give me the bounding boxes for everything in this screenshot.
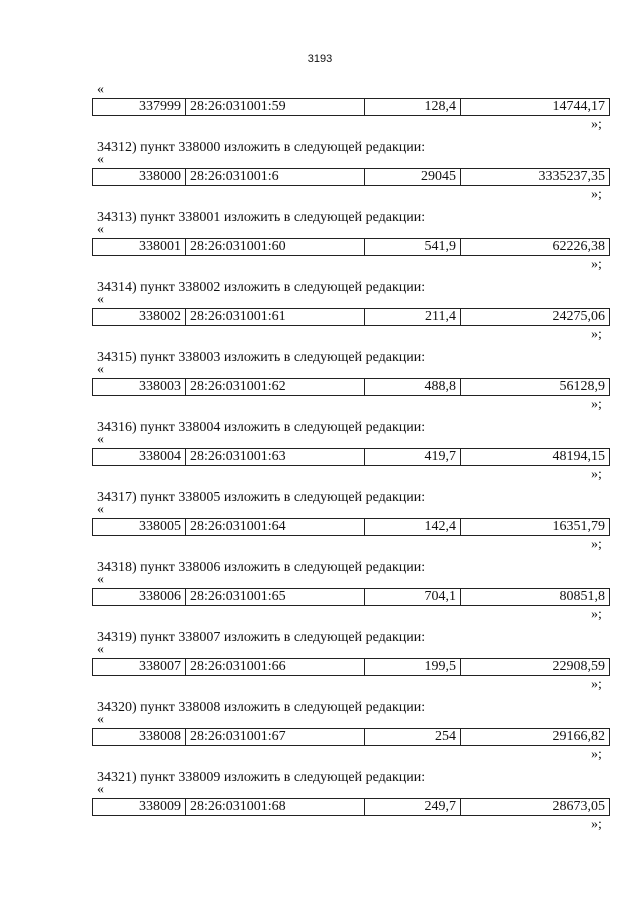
- amendment-instruction: 34312) пункт 338000 изложить в следующей редакции:: [97, 140, 426, 155]
- item-number-cell: 338004: [93, 449, 186, 466]
- close-quote: »;: [591, 817, 602, 832]
- open-quote: «: [97, 222, 104, 237]
- area-cell: 419,7: [365, 449, 461, 466]
- amendment-instruction: 34317) пункт 338005 изложить в следующей редакции:: [97, 490, 426, 505]
- item-number-cell: 338005: [93, 519, 186, 536]
- value-cell: 22908,59: [461, 659, 610, 676]
- area-cell: 541,9: [365, 239, 461, 256]
- amendment-instruction: 34313) пункт 338001 изложить в следующей редакции:: [97, 210, 426, 225]
- amendment-instruction: 34319) пункт 338007 изложить в следующей редакции:: [97, 630, 426, 645]
- amendment-item: [0, 350, 640, 458]
- open-quote: «: [97, 152, 104, 167]
- item-number-cell: 338006: [93, 589, 186, 606]
- table-row: [92, 308, 610, 326]
- cadastral-number-cell: 28:26:031001:6: [186, 169, 365, 186]
- open-quote: «: [97, 432, 104, 447]
- close-quote: »;: [591, 747, 602, 762]
- amendment-instruction: 34318) пункт 338006 изложить в следующей редакции:: [97, 560, 426, 575]
- amendment-item: [0, 420, 640, 528]
- item-number-cell: 338000: [93, 169, 186, 186]
- item-number-cell: 337999: [93, 99, 186, 116]
- open-quote: «: [97, 82, 104, 97]
- amendment-item: [0, 700, 640, 808]
- area-cell: 704,1: [365, 589, 461, 606]
- value-cell: 16351,79: [461, 519, 610, 536]
- close-quote: »;: [591, 327, 602, 342]
- cadastral-number-cell: 28:26:031001:62: [186, 379, 365, 396]
- value-cell: 3335237,35: [461, 169, 610, 186]
- amendment-item: [0, 82, 640, 178]
- table-row: [92, 728, 610, 746]
- value-cell: 80851,8: [461, 589, 610, 606]
- open-quote: «: [97, 502, 104, 517]
- amendment-instruction: 34314) пункт 338002 изложить в следующей редакции:: [97, 280, 426, 295]
- amendment-instruction: 34315) пункт 338003 изложить в следующей редакции:: [97, 350, 426, 365]
- close-quote: »;: [591, 467, 602, 482]
- amendment-item: [0, 770, 640, 878]
- amendment-instruction: 34321) пункт 338009 изложить в следующей редакции:: [97, 770, 426, 785]
- item-number-cell: 338002: [93, 309, 186, 326]
- amendment-item: [0, 140, 640, 248]
- value-cell: 14744,17: [461, 99, 610, 116]
- area-cell: 211,4: [365, 309, 461, 326]
- item-number-cell: 338009: [93, 799, 186, 816]
- close-quote: »;: [591, 537, 602, 552]
- table-row: [92, 588, 610, 606]
- amendment-instruction: 34320) пункт 338008 изложить в следующей редакции:: [97, 700, 426, 715]
- cadastral-number-cell: 28:26:031001:64: [186, 519, 365, 536]
- close-quote: »;: [591, 677, 602, 692]
- cadastral-number-cell: 28:26:031001:63: [186, 449, 365, 466]
- area-cell: 199,5: [365, 659, 461, 676]
- cadastral-number-cell: 28:26:031001:65: [186, 589, 365, 606]
- area-cell: 249,7: [365, 799, 461, 816]
- table-row: [92, 168, 610, 186]
- open-quote: «: [97, 572, 104, 587]
- open-quote: «: [97, 712, 104, 727]
- cadastral-number-cell: 28:26:031001:66: [186, 659, 365, 676]
- open-quote: «: [97, 362, 104, 377]
- close-quote: »;: [591, 607, 602, 622]
- amendment-item: [0, 630, 640, 738]
- open-quote: «: [97, 782, 104, 797]
- table-row: [92, 518, 610, 536]
- table-row: [92, 658, 610, 676]
- amendment-item: [0, 280, 640, 388]
- table-row: [92, 238, 610, 256]
- amendment-item: [0, 210, 640, 318]
- close-quote: »;: [591, 187, 602, 202]
- value-cell: 48194,15: [461, 449, 610, 466]
- item-number-cell: 338001: [93, 239, 186, 256]
- amendment-instruction: 34316) пункт 338004 изложить в следующей редакции:: [97, 420, 426, 435]
- table-row: [92, 448, 610, 466]
- item-number-cell: 338007: [93, 659, 186, 676]
- cadastral-number-cell: 28:26:031001:67: [186, 729, 365, 746]
- item-number-cell: 338008: [93, 729, 186, 746]
- value-cell: 28673,05: [461, 799, 610, 816]
- area-cell: 142,4: [365, 519, 461, 536]
- amendment-item: [0, 490, 640, 598]
- close-quote: »;: [591, 117, 602, 132]
- table-row: [92, 98, 610, 116]
- item-number-cell: 338003: [93, 379, 186, 396]
- value-cell: 29166,82: [461, 729, 610, 746]
- page-number: 3193: [307, 53, 333, 65]
- area-cell: 29045: [365, 169, 461, 186]
- cadastral-number-cell: 28:26:031001:60: [186, 239, 365, 256]
- open-quote: «: [97, 642, 104, 657]
- amendment-item: [0, 560, 640, 668]
- table-row: [92, 798, 610, 816]
- cadastral-number-cell: 28:26:031001:59: [186, 99, 365, 116]
- value-cell: 24275,06: [461, 309, 610, 326]
- close-quote: »;: [591, 257, 602, 272]
- open-quote: «: [97, 292, 104, 307]
- area-cell: 128,4: [365, 99, 461, 116]
- area-cell: 488,8: [365, 379, 461, 396]
- close-quote: »;: [591, 397, 602, 412]
- value-cell: 62226,38: [461, 239, 610, 256]
- table-row: [92, 378, 610, 396]
- area-cell: 254: [365, 729, 461, 746]
- cadastral-number-cell: 28:26:031001:61: [186, 309, 365, 326]
- cadastral-number-cell: 28:26:031001:68: [186, 799, 365, 816]
- value-cell: 56128,9: [461, 379, 610, 396]
